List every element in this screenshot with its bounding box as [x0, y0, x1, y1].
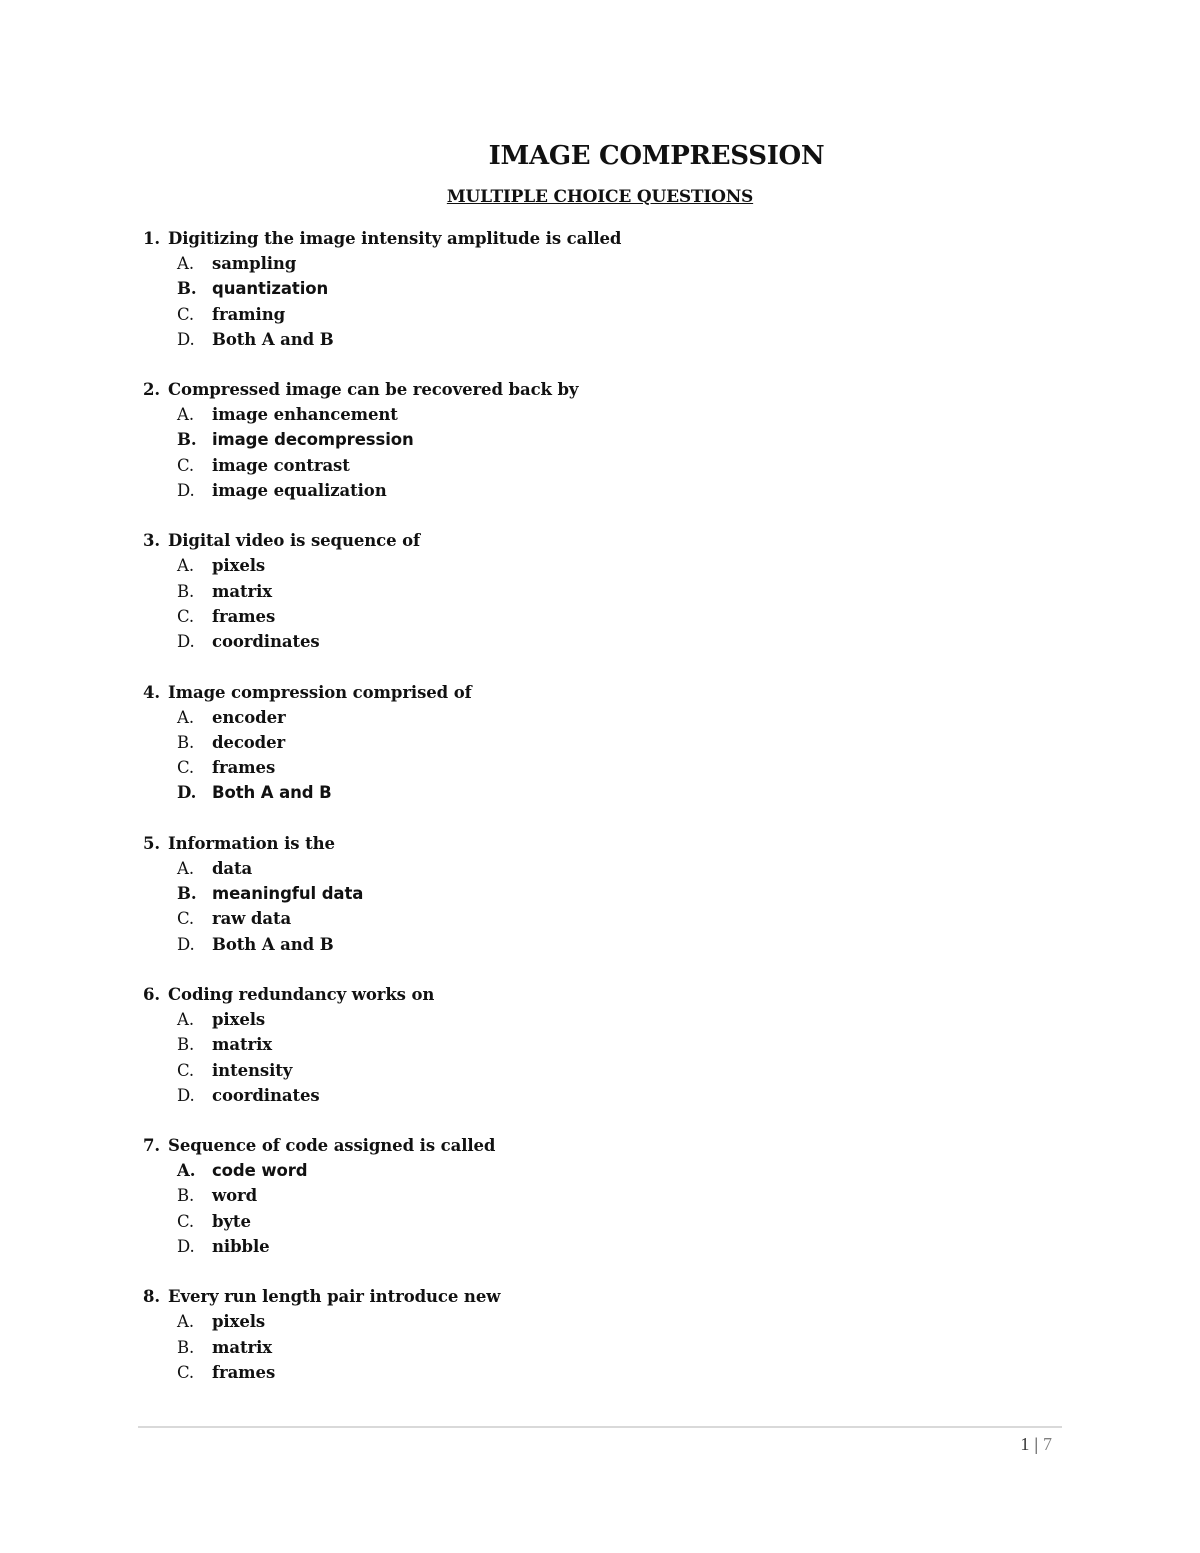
- option-letter: C.: [177, 1362, 195, 1382]
- question-3: [0, 528, 1200, 654]
- option-text: Both A and B: [212, 783, 332, 803]
- option-letter: B.: [177, 1186, 195, 1206]
- option-b: [0, 730, 1200, 755]
- option-text: frames: [212, 606, 276, 626]
- option-c: [0, 1209, 1200, 1234]
- option-c: [0, 302, 1200, 327]
- question-2: [0, 377, 1200, 503]
- option-text: Both A and B: [212, 329, 334, 349]
- question-text: Information is the: [168, 833, 335, 853]
- option-a: [0, 553, 1200, 578]
- option-list: [0, 1007, 1200, 1108]
- option-text: image enhancement: [212, 405, 398, 425]
- option-letter: B.: [177, 732, 195, 752]
- question-number: 8.: [143, 1287, 161, 1307]
- page-title: IMAGE COMPRESSION: [488, 141, 825, 171]
- option-text: pixels: [212, 1312, 266, 1332]
- option-text: nibble: [212, 1237, 270, 1257]
- option-list: [0, 553, 1200, 654]
- option-d: [0, 327, 1200, 352]
- option-letter: B.: [177, 1337, 195, 1357]
- option-text: encoder: [212, 707, 286, 727]
- question-stem: [0, 226, 1200, 251]
- option-b: [0, 427, 1200, 452]
- option-letter: D.: [177, 1085, 195, 1105]
- question-text: Image compression comprised of: [168, 682, 472, 702]
- option-text: code word: [212, 1161, 308, 1181]
- question-list: [0, 226, 1200, 1410]
- option-d: [0, 478, 1200, 503]
- option-letter: D.: [177, 481, 195, 501]
- option-b: [0, 881, 1200, 906]
- option-letter: D.: [177, 1237, 195, 1257]
- question-number: 4.: [143, 682, 161, 702]
- option-a: [0, 1007, 1200, 1032]
- option-text: image equalization: [212, 481, 387, 501]
- option-b: [0, 1032, 1200, 1057]
- option-text: image decompression: [212, 430, 414, 450]
- option-letter: A.: [177, 254, 194, 273]
- option-c: [0, 604, 1200, 629]
- question-stem: [0, 982, 1200, 1007]
- option-list: [0, 705, 1200, 806]
- option-letter: A.: [177, 1312, 194, 1332]
- option-text: raw data: [212, 909, 292, 929]
- option-b: [0, 276, 1200, 301]
- option-b: [0, 579, 1200, 604]
- option-c: [0, 453, 1200, 478]
- question-text: Coding redundancy works on: [168, 984, 435, 1004]
- option-text: data: [212, 858, 253, 878]
- option-text: intensity: [212, 1060, 293, 1080]
- question-text: Compressed image can be recovered back by: [168, 380, 579, 400]
- option-letter: A.: [177, 1009, 194, 1029]
- question-text: Every run length pair introduce new: [168, 1287, 501, 1307]
- option-c: [0, 1058, 1200, 1083]
- option-text: quantization: [212, 279, 329, 299]
- page-subtitle: MULTIPLE CHOICE QUESTIONS: [446, 187, 754, 207]
- option-text: matrix: [212, 1035, 272, 1055]
- option-list: [0, 856, 1200, 957]
- option-text: meaningful data: [212, 884, 364, 904]
- option-letter: A.: [177, 556, 194, 576]
- question-text: Digitizing the image intensity amplitude is called: [168, 229, 622, 248]
- question-stem: [0, 1284, 1200, 1309]
- option-b: [0, 1183, 1200, 1208]
- page-number: 1: [1020, 1434, 1030, 1454]
- option-a: [0, 856, 1200, 881]
- question-7: [0, 1133, 1200, 1259]
- option-text: frames: [212, 758, 276, 778]
- option-letter: D.: [177, 783, 197, 803]
- option-letter: D.: [177, 632, 195, 652]
- option-list: [0, 1309, 1200, 1385]
- page-indicator: [1020, 1432, 1052, 1456]
- question-number: 7.: [143, 1136, 161, 1156]
- option-letter: A.: [177, 1161, 196, 1181]
- question-4: [0, 680, 1200, 806]
- option-letter: B.: [177, 279, 197, 299]
- option-c: [0, 1360, 1200, 1385]
- option-text: decoder: [212, 732, 286, 752]
- question-number: 6.: [143, 984, 161, 1004]
- option-letter: A.: [177, 707, 194, 727]
- option-d: [0, 932, 1200, 957]
- option-text: byte: [212, 1211, 251, 1231]
- option-text: coordinates: [212, 632, 320, 652]
- option-letter: C.: [177, 1211, 195, 1231]
- page-total: 7: [1043, 1434, 1052, 1454]
- option-d: [0, 780, 1200, 805]
- option-list: [0, 402, 1200, 503]
- footer-divider: [138, 1426, 1062, 1428]
- option-b: [0, 1335, 1200, 1360]
- question-stem: [0, 528, 1200, 553]
- page-separator: |: [1034, 1434, 1038, 1454]
- option-text: matrix: [212, 1337, 272, 1357]
- option-letter: C.: [177, 606, 195, 626]
- option-text: pixels: [212, 1009, 266, 1029]
- option-a: [0, 1158, 1200, 1183]
- option-letter: C.: [177, 1060, 195, 1080]
- option-list: [0, 251, 1200, 352]
- question-number: 3.: [143, 531, 161, 551]
- option-a: [0, 402, 1200, 427]
- question-text: Sequence of code assigned is called: [168, 1136, 496, 1156]
- option-a: [0, 1309, 1200, 1334]
- question-6: [0, 982, 1200, 1108]
- option-letter: C.: [177, 758, 195, 778]
- question-1: [0, 226, 1200, 352]
- option-text: image contrast: [212, 455, 350, 475]
- question-5: [0, 831, 1200, 957]
- question-number: 2.: [143, 380, 161, 400]
- option-letter: A.: [177, 858, 194, 878]
- option-letter: D.: [177, 329, 195, 349]
- option-text: frames: [212, 1362, 276, 1382]
- option-text: coordinates: [212, 1085, 320, 1105]
- option-letter: B.: [177, 1035, 195, 1055]
- option-text: word: [212, 1186, 258, 1206]
- option-letter: B.: [177, 430, 197, 450]
- option-d: [0, 1234, 1200, 1259]
- option-letter: A.: [177, 405, 194, 425]
- option-letter: C.: [177, 455, 195, 475]
- option-text: pixels: [212, 556, 266, 576]
- question-stem: [0, 680, 1200, 705]
- question-number: 1.: [143, 229, 161, 248]
- option-a: [0, 705, 1200, 730]
- option-text: sampling: [212, 254, 297, 273]
- option-letter: C.: [177, 304, 195, 324]
- option-letter: D.: [177, 934, 195, 954]
- option-text: matrix: [212, 581, 272, 601]
- question-stem: [0, 1133, 1200, 1158]
- option-letter: B.: [177, 581, 195, 601]
- question-text: Digital video is sequence of: [168, 531, 421, 551]
- question-8: [0, 1284, 1200, 1385]
- question-number: 5.: [143, 833, 161, 853]
- option-list: [0, 1158, 1200, 1259]
- option-c: [0, 755, 1200, 780]
- option-d: [0, 629, 1200, 654]
- option-letter: B.: [177, 884, 197, 904]
- option-a: [0, 251, 1200, 276]
- question-stem: [0, 831, 1200, 856]
- option-c: [0, 906, 1200, 931]
- option-letter: C.: [177, 909, 195, 929]
- option-text: Both A and B: [212, 934, 334, 954]
- option-text: framing: [212, 304, 286, 324]
- option-d: [0, 1083, 1200, 1108]
- question-stem: [0, 377, 1200, 402]
